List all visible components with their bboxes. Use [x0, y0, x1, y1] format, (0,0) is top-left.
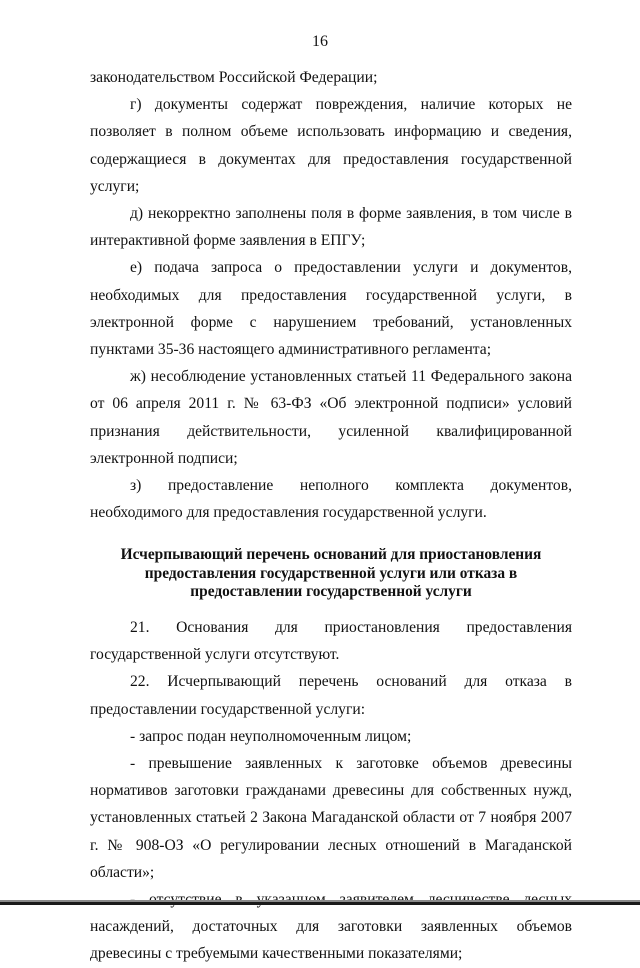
section-heading	[90, 546, 572, 602]
list-item-zh: ж) несоблюдение установленных статьей 11 Федерального закона от 06 апреля 2011 г. № 63-ФЗ «Об электронной подписи» условий признания действительности, усиленной квалифицированной электронной подписи;	[90, 368, 572, 467]
section-heading-line: предоставлении государственной услуги	[190, 583, 472, 601]
dash-item: насаждений, достаточных для заготовки заявленных объемов древесины с требуемыми качественными показателями;	[90, 918, 572, 963]
dash-item: - запрос подан неуполномоченным лицом;	[130, 727, 412, 745]
section-heading-line: предоставления государственной услуги или отказа в	[144, 564, 518, 582]
clause-21: 21. Основания для приостановления предоставления государственной услуги отсутствуют.	[90, 618, 572, 664]
page-number: 16	[312, 33, 328, 50]
clause-22: 22. Исчерпывающий перечень оснований для отказа в предоставлении государственной услуги:	[90, 673, 572, 718]
list-item-e: е) подача запроса о предоставлении услуги и документов, необходимых для предоставления государственной услуги, в электронной форме с нарушением требований, установленных пунктами 35-36 настоящего административного регламента;	[90, 259, 572, 359]
list-item-g: г) документы содержат повреждения, наличие которых не позволяет в полном объеме использовать информацию и сведения, содержащиеся в документах для предоставления государственной услуги;	[90, 96, 572, 195]
paragraph: законодательством Российской Федерации;	[90, 69, 378, 86]
list-item-z: з) предоставление неполного комплекта документов, необходимого для предоставления государственной услуги.	[90, 477, 572, 522]
list-item-d: д) некорректно заполнены поля в форме заявления, в том числе в интерактивной форме заявления в ЕПГУ;	[90, 205, 572, 250]
section-heading-line: Исчерпывающий перечень оснований для приостановления	[120, 546, 542, 564]
document-body	[90, 64, 572, 968]
dash-item: - превышение заявленных к заготовке объемов древесины нормативов заготовки гражданами древесины для собственных нужд, установленных статьей 2 Закона Магаданской области от 7 ноября 2007 г. № 908-ОЗ «О регулировании лесных отношений в Магаданской области»;	[90, 754, 572, 881]
